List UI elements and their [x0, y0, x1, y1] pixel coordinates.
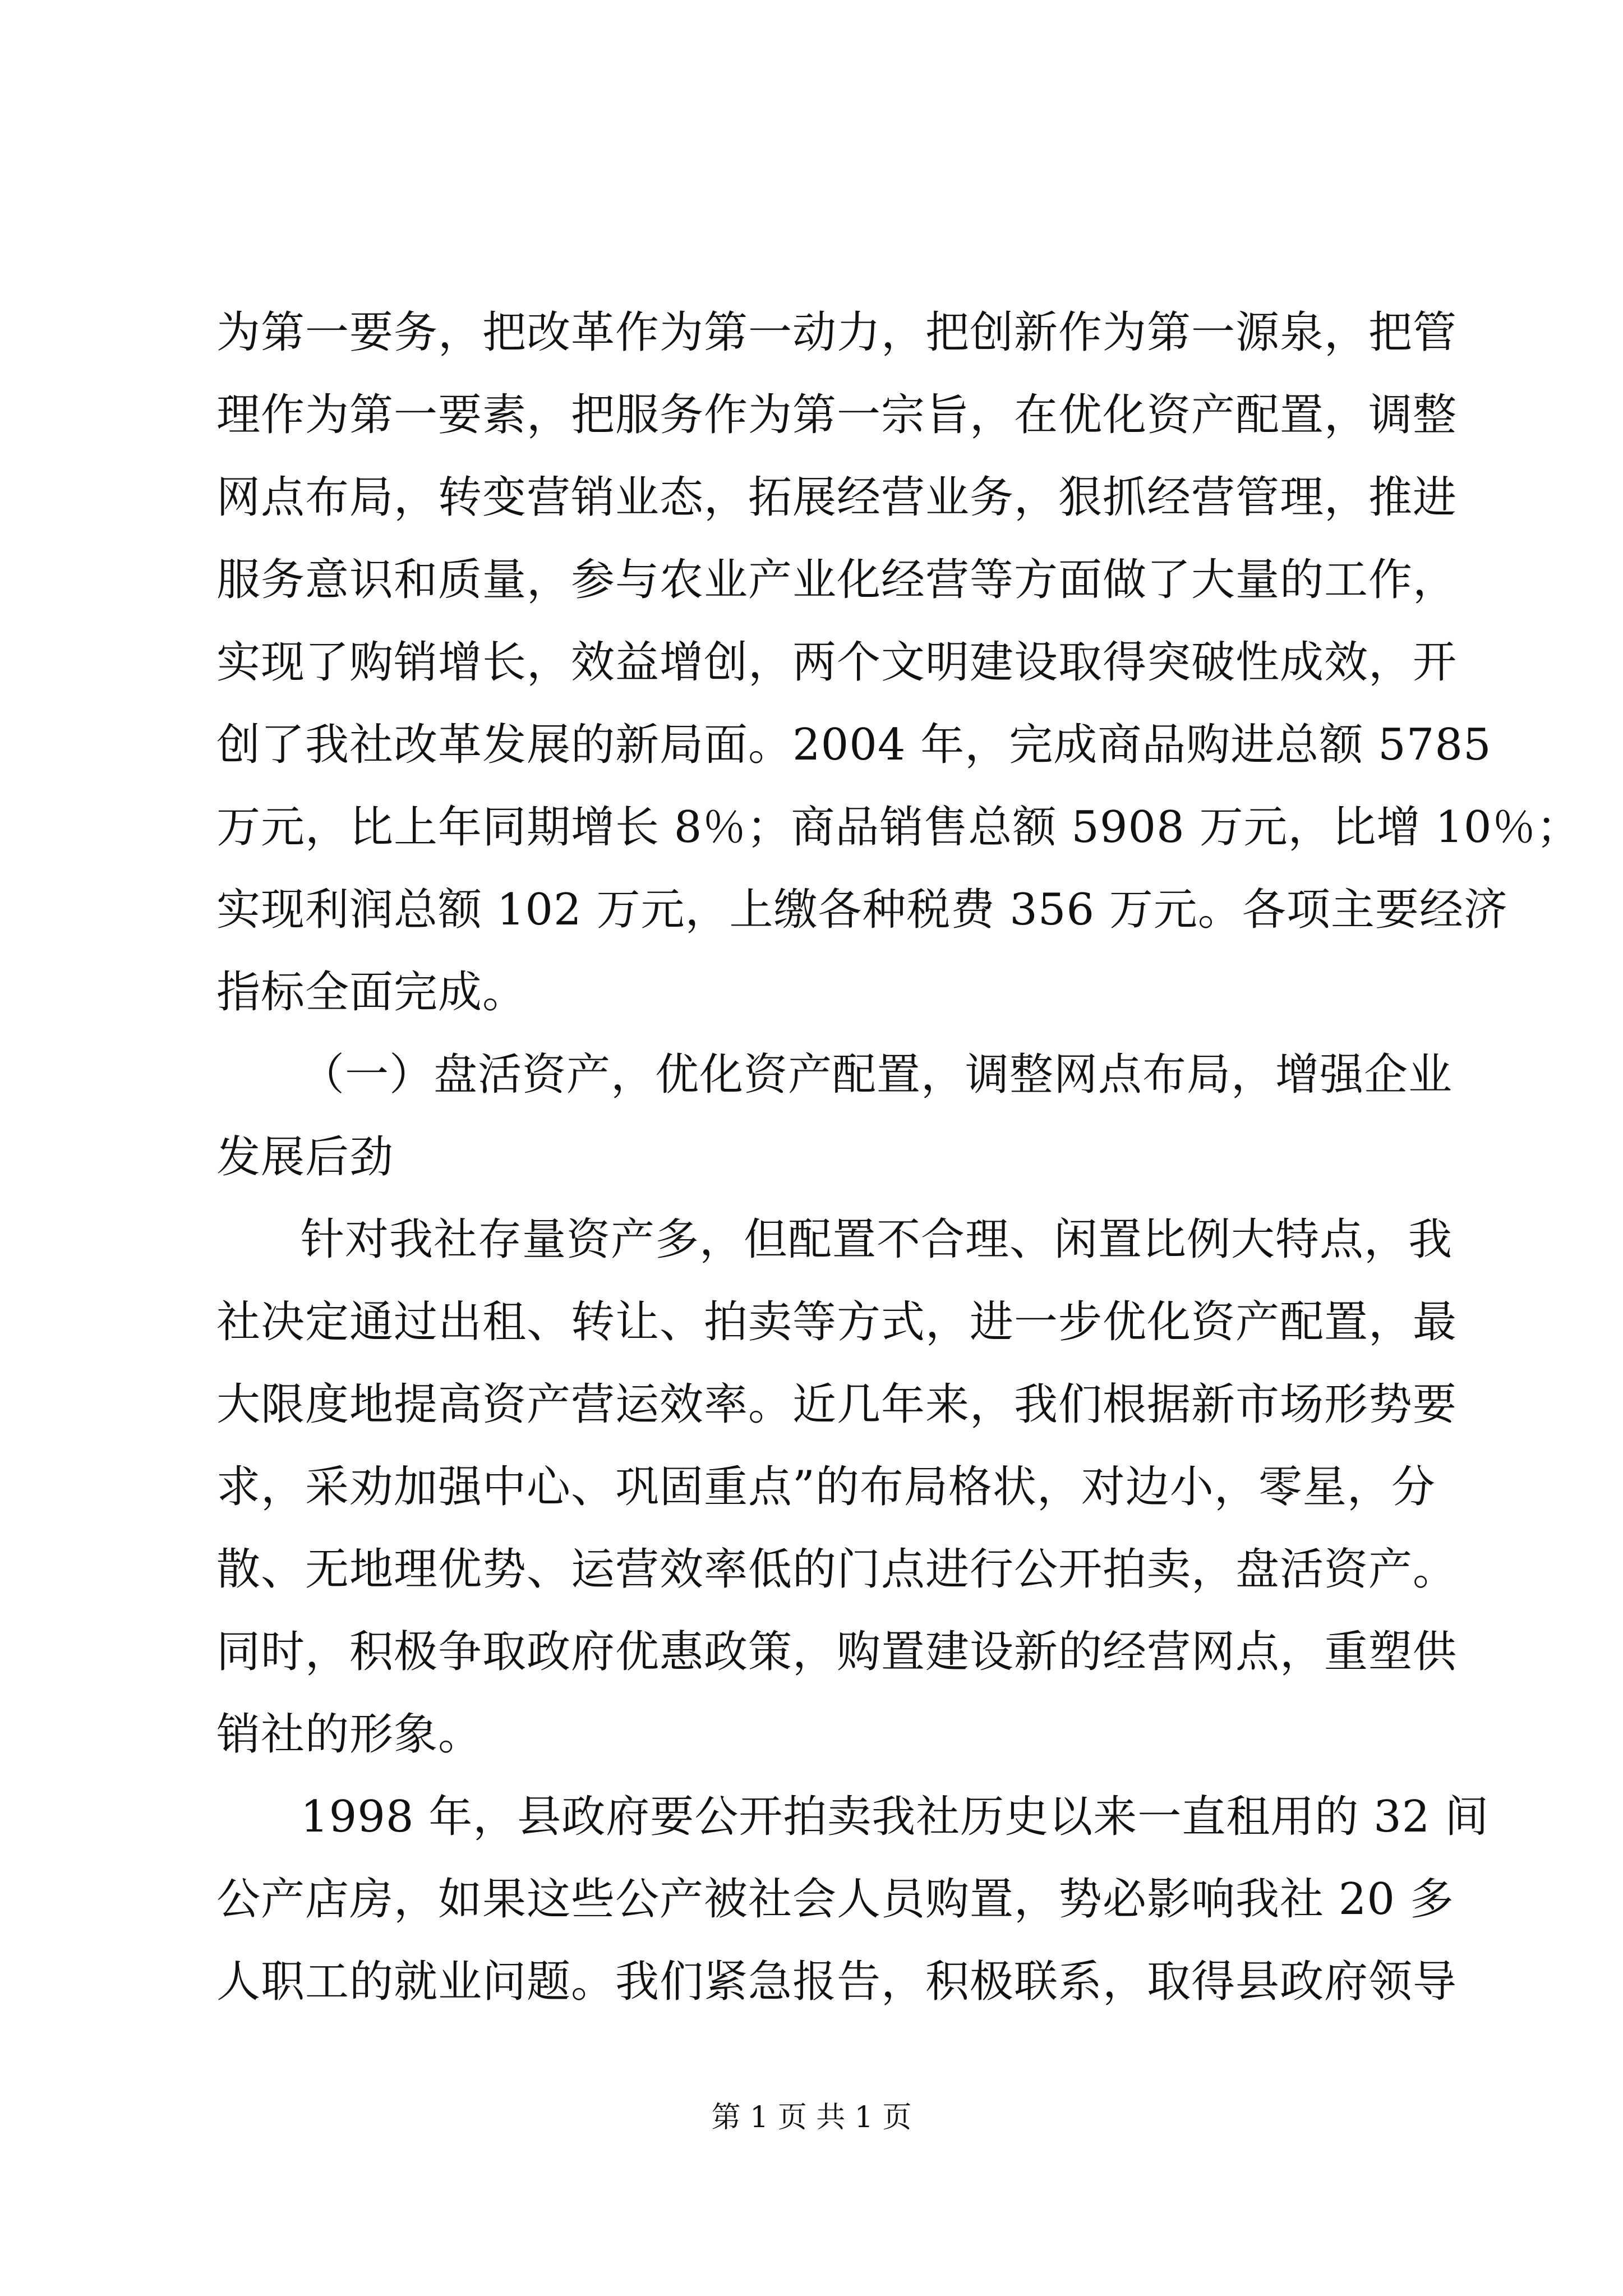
text-line: 服务意识和质量，参与农业产业化经营等方面做了大量的工作，	[216, 555, 1458, 605]
text-line: 散、无地理优势、运营效率低的门点进行公开拍卖，盘活资产。	[216, 1544, 1458, 1595]
text-line: 实现利润总额 102 万元，上缴各种税费 356 万元。各项主要经济	[216, 885, 1508, 935]
text-line: 社决定通过出租、转让、拍卖等方式，进一步优化资产配置，最	[216, 1297, 1458, 1347]
document-body	[216, 292, 1581, 2023]
text-line: 为第一要务，把改革作为第一动力，把创新作为第一源泉，把管	[216, 307, 1458, 358]
text-line: 公产店房，如果这些公产被社会人员购置，势必影响我社 20 多	[216, 1874, 1454, 1925]
section-heading-line: （一）盘活资产，优化资产配置，调整网点布局，增强企业	[301, 1050, 1453, 1100]
text-line: 创了我社改革发展的新局面。2004 年，完成商品购进总额 5785	[216, 720, 1492, 770]
text-line: 万元，比上年同期增长 8％；商品销售总额 5908 万元，比增 10％；	[216, 802, 1581, 853]
section-heading-line: 发展后劲	[216, 1132, 394, 1182]
text-line: 人职工的就业问题。我们紧急报告，积极联系，取得县政府领导	[216, 1957, 1458, 2007]
text-line: 销社的形象。	[216, 1709, 483, 1760]
paragraph-first-line: 针对我社存量资产多，但配置不合理、闲置比例大特点，我	[301, 1214, 1453, 1265]
page-number-footer: 第 1 页 共 1 页	[711, 2101, 912, 2134]
text-line: 网点布局，转变营销业态，拓展经营业务，狠抓经营管理，推进	[216, 472, 1458, 523]
text-line: 求，采劝加强中心、巩固重点”的布局格状，对边小，零星，分	[216, 1462, 1436, 1512]
paragraph-first-line: 1998 年，县政府要公开拍卖我社历史以来一直租用的 32 间	[301, 1792, 1490, 1842]
text-line: 大限度地提高资产营运效率。近几年来，我们根据新市场形势要	[216, 1379, 1458, 1430]
text-line: 实现了购销增长，效益增创，两个文明建设取得突破性成效，开	[216, 637, 1458, 688]
text-line: 同时，积极争取政府优惠政策，购置建设新的经营网点，重塑供	[216, 1627, 1458, 1677]
text-line: 指标全面完成。	[216, 967, 527, 1018]
text-line: 理作为第一要素，把服务作为第一宗旨，在优化资产配置，调整	[216, 390, 1458, 440]
